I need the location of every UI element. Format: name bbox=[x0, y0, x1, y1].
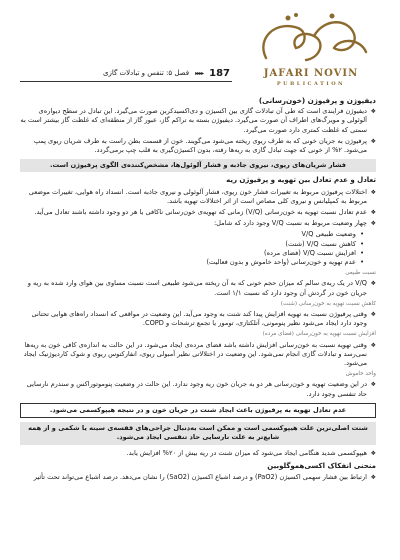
bullet-paragraph: ❖ هیپوکسمی شدید هنگامی ایجاد می‌شود که میزان شنت در ریه بیش از ۲۰% افزایش یابد. bbox=[20, 449, 376, 458]
topic-label: واحد خاموش bbox=[345, 371, 376, 378]
section-heading: دیفیوژن و پرفیوژن (خون‌رسانی) bbox=[258, 96, 376, 105]
bullet-paragraph: ❖ اختلالات پرفیوژن مربوط به تغییرات فشار خون ریوی، فشار آلوئولی و نیروی جاذبه است. انسداد راه هوایی، تغییرات موضعی مربوط به کمپلیانس و نیروی کلی مصاص است از اثر اختلالات تهویه باشد. bbox=[20, 188, 376, 206]
bullet-paragraph: ❖ ارتباط بین فشار سهمی اکسیژن (PaO2) و درصد اشباع اکسیژن (SaO2) را نشان می‌دهد. درصد اشباع می‌تواند تحت تأثیر bbox=[20, 473, 376, 482]
bullet-paragraph: ❖ V/Q در یک ریه‌ی سالم که میزان حجم خونی که به آن ریخته می‌شود طبیعی است نسبت مساوی بین هوای وارد شده به ریه و جریان خون در گردش آن وجود دارد که نسبت ۱/۱ است. bbox=[20, 279, 376, 297]
bullet-paragraph: ❖ عدم تعادل نسبت تهویه به خون‌رسانی (V/Q) زمانی که تهویه‌ی خون‌رسانی ناکافی یا هر دو وجود داشته باشند تعادل می‌آید. bbox=[20, 208, 376, 217]
topic-label: افزایش نسبت تهویه به خون‌رسانی (فضای مرده) bbox=[262, 331, 376, 338]
bullet-paragraph: ❖ چهار وضعیت مربوط به نسبت V/Q وجود دارد که شامل: bbox=[20, 219, 376, 228]
highlight-box: شنت اصلی‌ترین علت هیپوکسمی است و ممکن است به‌دنبال جراحی‌های قفسه‌ی سینه یا شکمی و از همه شایع‌تر به علت نارسایی حاد تنفسی ایجاد می‌شود. bbox=[20, 422, 376, 444]
logo-name: JAFARI NOVIN bbox=[263, 68, 359, 79]
bullet-paragraph: ❖ دیفیوژن فرایندی است که طی آن تبادلات گازی بین اکسیژن و دی‌اکسیدکربن صورت می‌گیرد. این تبادل در سطح دیواره‌ی آلوئولی و مویرگ‌های اطراف آن صورت می‌گیرد. دیفیوژن بسته به تراکم گاز، عبور گاز از منطقه‌ای که غلظت گاز بیشتر است به سمتی که غلظت کمتری دارد صورت می‌گیرد. bbox=[20, 107, 376, 135]
logo-emblem-icon bbox=[236, 8, 386, 68]
bullet-paragraph: ❖ در این وضعیت تهویه و خون‌رسانی هر دو به جریان خون ریه وجود ندارد. این حالت در وضعیت پنوموتوراکس و سندرم نارسایی حاد تنفسی وجود دارد. bbox=[20, 380, 376, 398]
boxed-note: عدم تعادل تهویه به پرفیوژن باعث ایجاد شنت در جریان خون و در نتیجه هیپوکسمی می‌شود. bbox=[20, 403, 376, 418]
sub-bullet-item: • کاهش نسبت V/Q (شنت) bbox=[20, 240, 376, 249]
page-number: 187 bbox=[209, 67, 230, 79]
running-header bbox=[20, 66, 230, 80]
sub-bullet-item: • وضعیت طبیعی V/Q bbox=[20, 230, 376, 239]
subsection-heading: تعادل و عدم تعادل بین تهویه و پرفیوژن ریه bbox=[226, 176, 376, 185]
highlight-box: فشار شریان‌های ریوی، نیروی جاذبه و فشار آلوئول‌ها، مشخص‌کننده‌ی الگوی پرفیوژن است. bbox=[20, 159, 376, 172]
bullet-paragraph: ❖ وقتی تهویه نسبت به خون‌رسانی افزایش داشته باشد فضای مرده‌ی ایجاد می‌شود. در این حالت به اندازه‌ی کافی خون به ریه‌ها نمی‌رسد و تبادلات گازی انجام نمی‌شود. این وضعیت در اختلالاتی نظیر آمبولی ریوی، انفارکتوس ریوی و شوک کاردیوژنیک ایجاد می‌شود. bbox=[20, 341, 376, 369]
sub-bullet-item: • افزایش نسبت V/Q (فضای مرده) bbox=[20, 249, 376, 258]
bullet-paragraph: ❖ وقتی پرفیوژن نسبت به تهویه افزایش پیدا کند شنت به وجود می‌آید. این وضعیت در مواقعی که انسداد راه‌های هوایی تحتانی وجود دارد ایجاد می‌شود نظیر پنومونی، آتلکتازی، تومور یا تجمع ترشحات و COPD. bbox=[20, 310, 376, 328]
topic-label: کاهش نسبت تهویه به خون‌رسانی (شنت) bbox=[280, 300, 376, 307]
chapter-title: فصل ۵: تنفس و تبادلات گازی bbox=[102, 69, 190, 77]
subsection-heading: منحنی انفکاک اکسی‌هموگلوبین bbox=[267, 461, 376, 470]
topic-label: نسبت طبیعی bbox=[345, 270, 376, 277]
bullet-paragraph: ❖ پرفیوژن به جریان خونی که به طرف ریوی ریخته می‌شود می‌گویند. خون از قسمت بطن راست به طرف شریان ریوی پمپ می‌شود. ۲% از خونی که جهت تبادل گازی به ریه‌ها رفته، بدون اکسیژن‌گیری به قلب چپ برمی‌گردد. bbox=[20, 137, 376, 155]
arrow-decoration-icon: ▸▸▸▸ bbox=[195, 69, 204, 77]
publisher-logo bbox=[236, 8, 386, 98]
sub-bullet-item: • عدم تهویه و خون‌رسانی (واحد خاموش و بدون فعالیت) bbox=[20, 258, 376, 267]
header-divider bbox=[20, 81, 232, 82]
logo-subtitle: PUBLICATION bbox=[276, 81, 346, 87]
page-body bbox=[20, 96, 376, 536]
